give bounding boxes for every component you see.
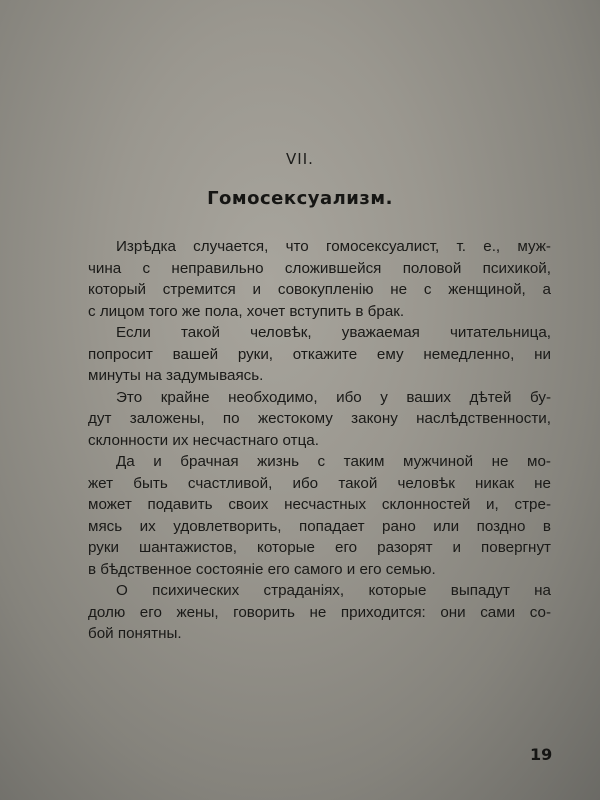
text-line: склонности их несчастнаго отца. xyxy=(88,431,319,449)
text-line: дут заложены, по жестокому закону наслѣдственности, xyxy=(88,410,551,427)
text-line: Это крайне необходимо, ибо у ваших дѣтей бу- xyxy=(116,388,551,406)
text-line: жет быть счастливой, ибо такой человѣк никак не xyxy=(88,474,551,492)
body-text xyxy=(88,236,551,645)
text-line: мясь их удовлетворить, попадает рано или поздно в xyxy=(88,517,551,535)
page-number: 19 xyxy=(530,745,553,764)
text-line: руки шантажистов, которые его разорят и повергнут xyxy=(88,539,551,556)
chapter-title: Гомосексуализм. xyxy=(207,188,393,209)
text-line: О психических страданіях, которые выпадут на xyxy=(116,582,551,599)
text-line: попросит вашей руки, откажите ему немедленно, ни xyxy=(88,345,551,363)
text-line: может подавить своих несчастных склонностей и, стре- xyxy=(88,496,551,513)
chapter-number: VII. xyxy=(286,150,314,168)
text-line: в бѣдственное состояніе его самого и его семью. xyxy=(88,560,436,578)
text-line: чина с неправильно сложившейся половой психикой, xyxy=(88,259,551,277)
text-line: Если такой человѣк, уважаемая читательница, xyxy=(116,324,551,341)
text-line: минуты на задумываясь. xyxy=(88,367,264,384)
text-line: долю его жены, говорить не приходится: они сами со- xyxy=(88,603,551,621)
text-line: который стремится и совокупленію не с женщиной, а xyxy=(88,281,551,298)
text-line: с лицом того же пола, хочет вступить в брак. xyxy=(88,302,405,320)
text-line: бой понятны. xyxy=(88,625,182,642)
text-line: Изрѣдка случается, что гомосексуалист, т. е., муж- xyxy=(116,238,551,255)
text-line: Да и брачная жизнь с таким мужчиной не мо- xyxy=(116,453,551,470)
